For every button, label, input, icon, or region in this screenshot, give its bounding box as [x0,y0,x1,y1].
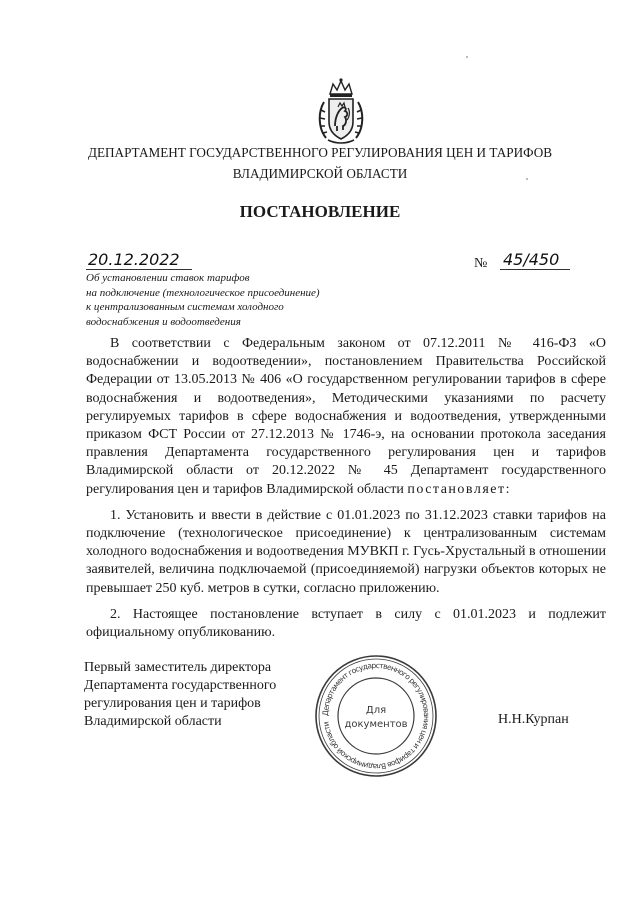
number-underline [500,269,570,270]
date-underline [86,269,192,270]
paragraph-item-2: 2. Настоящее постановление вступает в силу с 01.01.2023 и подлежит официальному опубликованию. [86,606,606,641]
document-title: ПОСТАНОВЛЕНИЕ [239,202,401,221]
position-line: Департамента государственного [84,678,277,693]
signatory-position [84,659,276,731]
official-stamp [312,652,440,780]
subject-line: водоснабжения и водоотведения [86,315,241,328]
position-line: регулирования цен и тарифов [84,696,261,711]
resolution-verb: постановляет: [407,481,511,497]
scan-mark [466,56,468,58]
signatory-name: Н.Н.Курпан [498,712,569,727]
position-line: Первый заместитель директора [84,660,272,675]
document-subject [86,271,386,329]
subject-line: к централизованным системам холодного [86,301,284,313]
subject-line: Об установлении ставок тарифов [86,272,250,284]
paragraph-item-1: 1. Установить и ввести в действие с 01.01.2023 по 31.12.2023 ставки тарифов на подключение (технологическое присоединение) к централизованным системам холодного водоснабжения и водоотведения МУВКП г. Гусь-Хрустальный в отношении заявителей, величина подключаемой (присоединяемой) нагрузки объектов которых не превышает 250 куб. метров в сутки, согласно приложению. [86,507,606,596]
document-body [86,335,606,642]
department-region: ВЛАДИМИРСКОЙ ОБЛАСТИ [232,166,408,181]
paragraph-preamble [86,335,606,499]
preamble-text: В соответствии с Федеральным законом от 07.12.2011 № 416-ФЗ «О водоснабжении и водоотведении», постановлением Правительства Российской Федерации от 13.05.2013 № 406 «О государственном регулировании тарифов в сфере водоснабжения и водоотведения», Методическими указаниями по расчету регулируемых тарифов в сфере водоснабжения и водоотведения, утвержденными приказом ФСТ России от 27.12.2013 № 1746-э, на основании протокола заседания правления Департамента государственного регулирования цен и тарифов Владимирской области от 20.12.2022 № 45 Департамент государственного регулирования цен и тарифов Владимирской области [86,336,606,497]
document-number: 45/450 [503,250,560,269]
stamp-center-line-1: Для [365,705,387,716]
number-label: № [474,256,488,271]
department-name: ДЕПАРТАМЕНТ ГОСУДАРСТВЕННОГО РЕГУЛИРОВАНИЯ ЦЕН И ТАРИФОВ [87,145,553,160]
scan-mark [526,178,528,180]
document-date: 20.12.2022 [88,250,180,269]
stamp-center-line-2: документов [344,719,408,730]
stamp-ring-text: Департамент государственного регулирования цен и тарифов Владимирской области [320,660,432,772]
coat-of-arms-emblem [316,76,366,146]
subject-line: на подключение (технологическое присоединение) [86,286,320,299]
position-line: Владимирской области [84,714,222,729]
